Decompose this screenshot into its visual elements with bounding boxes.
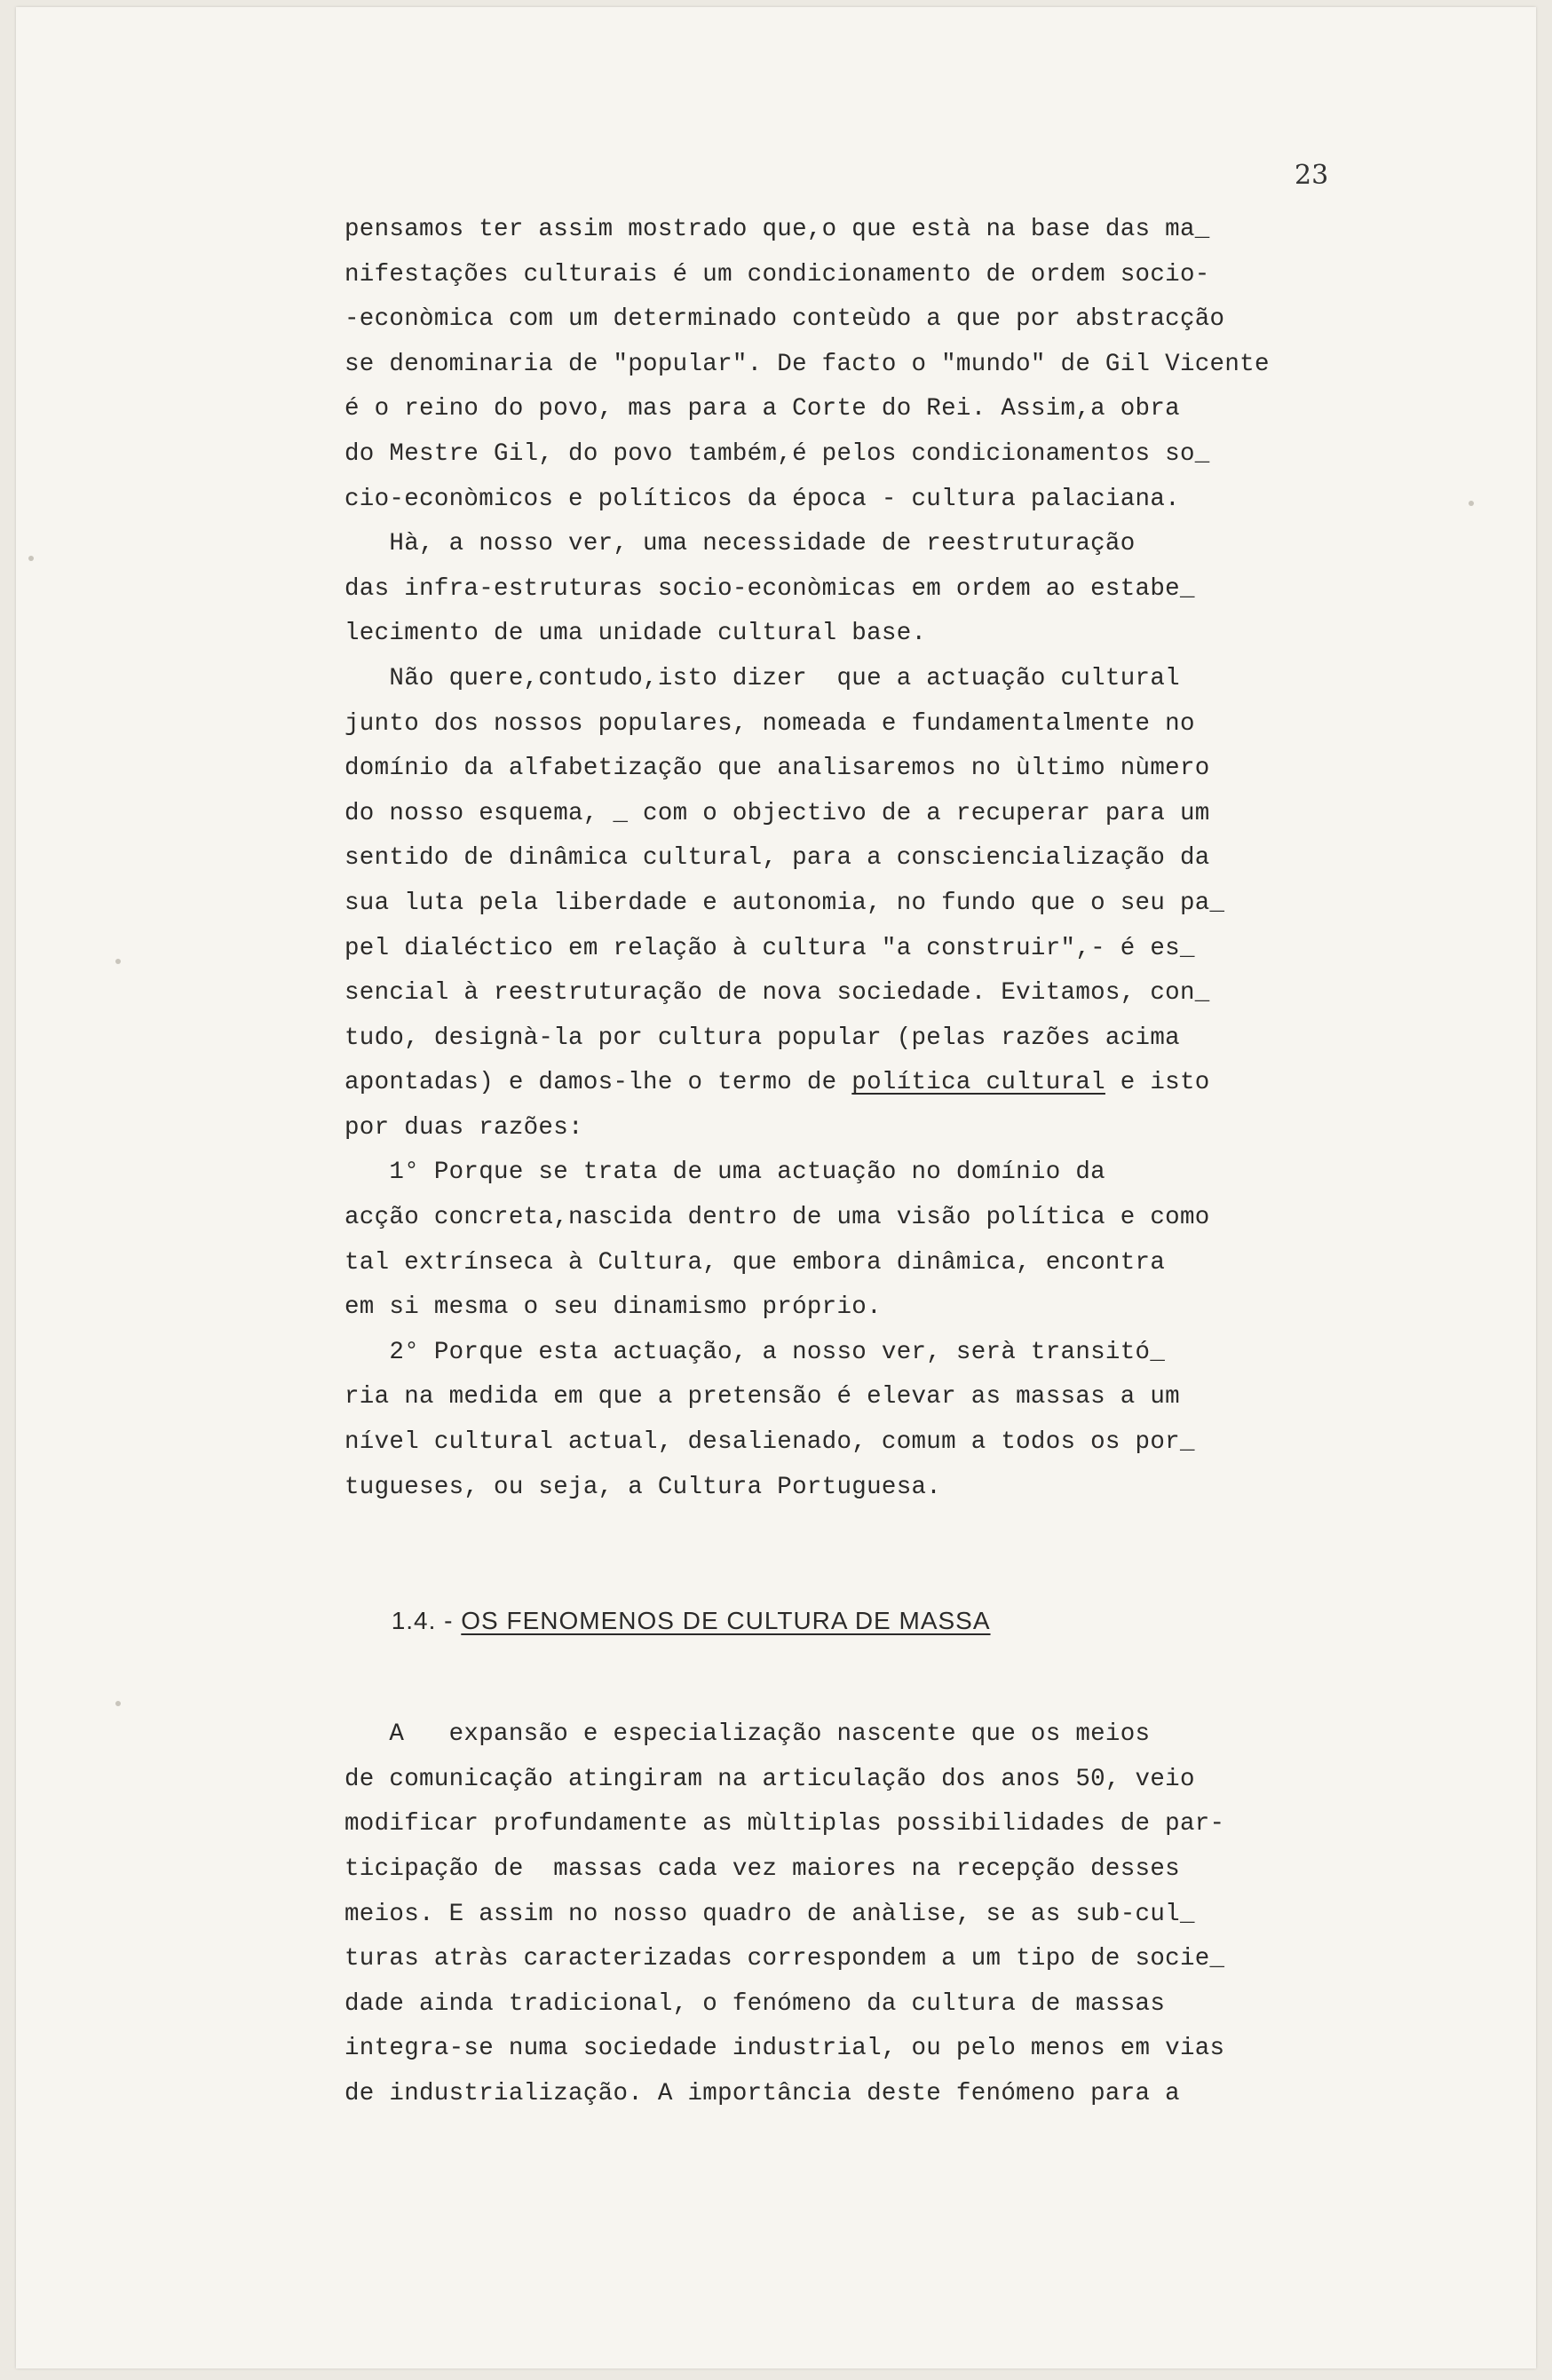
text-line: lecimento de uma unidade cultural base. (344, 620, 927, 648)
text-line: tudo, designà-la por cultura popular (pelas razões acima (344, 1024, 1180, 1052)
text-line: sua luta pela liberdade e autonomia, no fundo que o seu pa_ (344, 889, 1225, 917)
text-line: nifestações culturais é um condicionamento de ordem socio- (344, 260, 1210, 289)
heading-text: 1.4. - OS FENOMENOS DE CULTURA DE MASSA (391, 1607, 991, 1635)
text-line: pensamos ter assim mostrado que,o que està na base das ma_ (344, 216, 1210, 243)
text-line: cio-econòmicos e políticos da época - cultura palaciana. (344, 485, 1180, 513)
text-line: tugueses, ou seja, a Cultura Portuguesa. (344, 1473, 942, 1501)
text-line: ria na medida em que a pretensão é elevar as massas a um (344, 1383, 1180, 1411)
text-line: por duas razões: (344, 1113, 583, 1142)
text-line: -econòmica com um determinado conteùdo a que por abstracção (344, 305, 1225, 334)
margin-dot (28, 556, 34, 561)
section-heading (344, 1554, 1419, 1688)
paragraphs-block-2 (344, 1712, 1419, 2116)
text-line: integra-se numa sociedade industrial, ou pelo menos em vias (344, 2035, 1225, 2063)
text-line: meios. E assim no nosso quadro de anàlise, se as sub-cul_ (344, 1900, 1195, 1928)
text-line: se denominaria de "popular". De facto o "mundo" de Gil Vicente (344, 350, 1270, 378)
underlined-term: política cultural (851, 1069, 1105, 1097)
text-line: do nosso esquema, _ com o objectivo de a recuperar para um (344, 799, 1210, 827)
text-line: sencial à reestruturação de nova sociedade. Evitamos, con_ (344, 979, 1210, 1008)
text-line: Não quere,contudo,isto dizer que a actuação cultural (344, 664, 1180, 692)
text-line: turas atràs caracterizadas correspondem a um tipo de socie_ (344, 1945, 1225, 1973)
page-number: 23 (1295, 160, 1329, 191)
paragraphs-block-1 (344, 208, 1419, 1510)
text-line: sentido de dinâmica cultural, para a consciencialização da (344, 844, 1210, 873)
text-line: das infra-estruturas socio-econòmicas em ordem ao estabe_ (344, 574, 1195, 603)
text-line: modificar profundamente as mùltiplas possibilidades de par- (344, 1810, 1225, 1838)
text-line: A expansão e especialização nascente que os meios (344, 1720, 1151, 1749)
heading-underlined: OS FENOMENOS DE CULTURA DE MASSA (461, 1607, 991, 1635)
text-line: domínio da alfabetização que analisaremos no ùltimo nùmero (344, 755, 1210, 783)
text-line: em si mesma o seu dinamismo próprio. (344, 1293, 882, 1322)
margin-dot (1469, 501, 1474, 506)
text-line: ticipação de massas cada vez maiores na recepção desses (344, 1855, 1180, 1883)
text-line: 2° Porque esta actuação, a nosso ver, serà transitó_ (344, 1338, 1166, 1366)
text-line: nível cultural actual, desalienado, comum a todos os por_ (344, 1428, 1195, 1457)
margin-dot (115, 1701, 121, 1706)
text-line: dade ainda tradicional, o fenómeno da cultura de massas (344, 1989, 1166, 2018)
text-line: junto dos nossos populares, nomeada e fundamentalmente no (344, 709, 1195, 738)
margin-dot (115, 959, 121, 964)
text-line: de comunicação atingiram na articulação dos anos 50, veio (344, 1765, 1195, 1793)
text-line: Hà, a nosso ver, uma necessidade de reestruturação (344, 530, 1136, 558)
text-line: do Mestre Gil, do povo também,é pelos condicionamentos so_ (344, 439, 1210, 468)
text-line: apontadas) e damos-lhe o termo de política cultural e isto (344, 1069, 1210, 1097)
body-text (344, 208, 1419, 2117)
text-line: acção concreta,nascida dentro de uma visão política e como (344, 1204, 1210, 1232)
text-line: pel dialéctico em relação à cultura "a construir",- é es_ (344, 934, 1195, 962)
text-line: 1° Porque se trata de uma actuação no domínio da (344, 1158, 1105, 1187)
document-page (16, 7, 1536, 2368)
text-line: é o reino do povo, mas para a Corte do Rei. Assim,a obra (344, 395, 1180, 423)
text-line: tal extrínseca à Cultura, que embora dinâmica, encontra (344, 1248, 1166, 1277)
text-line: de industrialização. A importância deste fenómeno para a (344, 2079, 1180, 2107)
